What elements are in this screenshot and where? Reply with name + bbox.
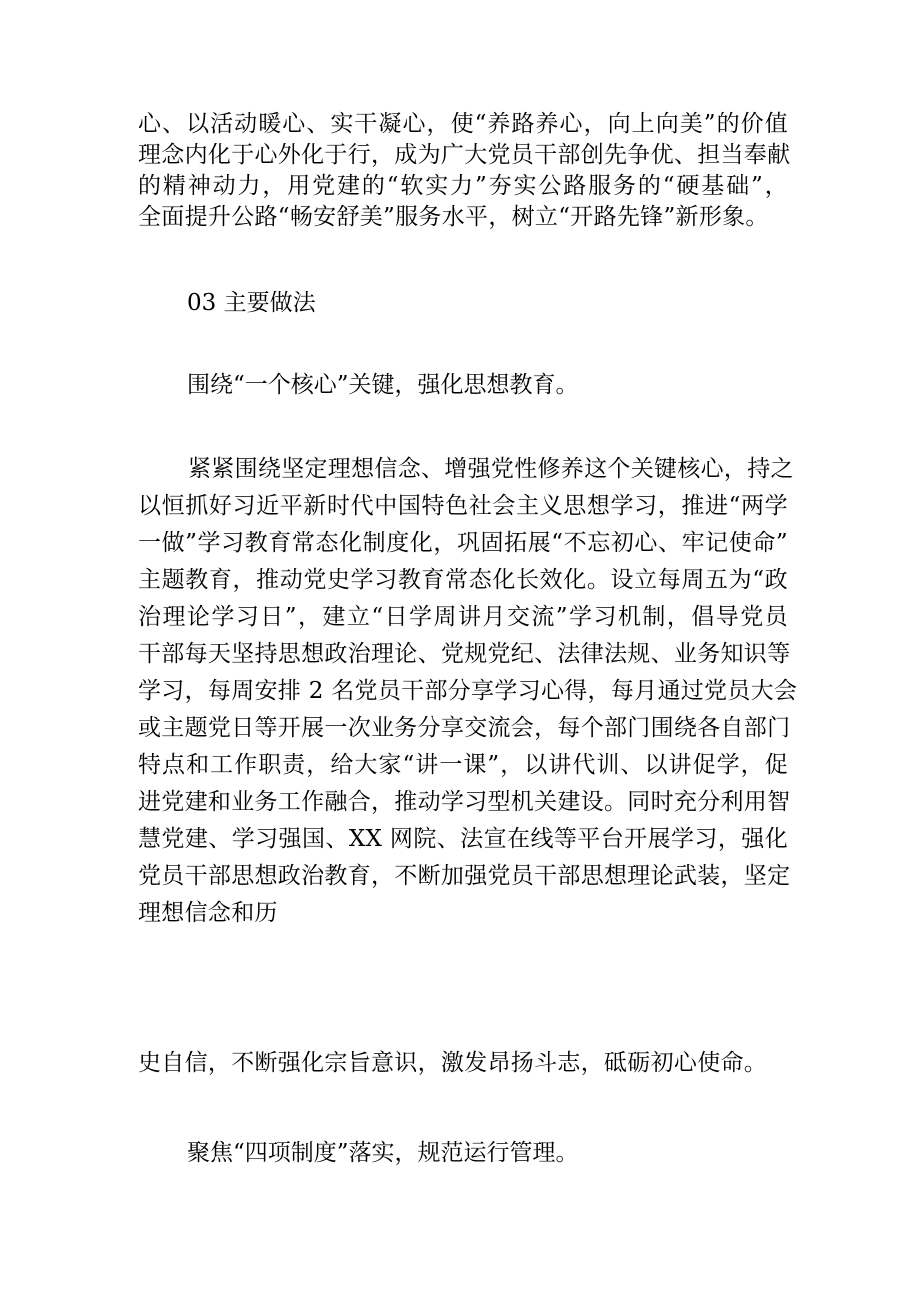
- text-line: 全面提升公路“畅安舒美”服务水平，树立“开路先锋”新形象。: [138, 204, 769, 230]
- text-line: 理念内化于心外化于行，成为广大党员干部创先争优、担当奉献: [138, 142, 791, 168]
- text-line: 一做”学习教育常态化制度化，巩固拓展“不忘初心、牢记使命”: [138, 530, 788, 556]
- text-line: 进党建和业务工作融合，推动学习型机关建设。同时充分利用智: [138, 789, 791, 815]
- text-line: 以恒抓好习近平新时代中国特色社会主义思想学习，推进“两学: [138, 493, 788, 519]
- text-line: 特点和工作职责，给大家“讲一课”，以讲代训、以讲促学，促: [138, 752, 788, 778]
- text-line: 主题教育，推动党史学习教育常态化长效化。设立每周五为“政: [138, 567, 788, 593]
- text-line: 史自信，不断强化宗旨意识，激发昂扬斗志，砥砺初心使命。: [138, 1050, 768, 1076]
- text-line: 党员干部思想政治教育，不断加强党员干部思想理论武装，坚定: [138, 863, 791, 889]
- text-line: 或主题党日等开展一次业务分享交流会，每个部门围绕各自部门: [138, 715, 791, 741]
- text-line: 理想信念和历: [138, 900, 278, 926]
- text-line: 心、以活动暖心、实干凝心，使“养路养心，向上向美”的价值: [138, 111, 788, 137]
- text-line: 慧党建、学习强国、XX 网院、法宣在线等平台开展学习，强化: [138, 826, 788, 852]
- text-line: 干部每天坚持思想政治理论、党规党纪、法律法规、业务知识等: [138, 641, 791, 667]
- text-line: 紧紧围绕坚定理想信念、增强党性修养这个关键核心，持之: [188, 456, 794, 482]
- text-line: 治理论学习日”，建立“日学周讲月交流”学习机制，倡导党员: [138, 604, 788, 630]
- text-line: 的精神动力，用党建的“软实力”夯实公路服务的“硬基础”，: [138, 173, 788, 199]
- intro-paragraph: [138, 109, 791, 233]
- section-heading: 03 主要做法: [187, 290, 316, 316]
- subheading-four-systems: 聚焦“四项制度”落实，规范运行管理。: [187, 1140, 579, 1166]
- continuation-line: [138, 1048, 788, 1079]
- body-paragraph: [138, 451, 798, 932]
- text-line: 学习，每周安排 2 名党员干部分享学习心得，每月通过党员大会: [138, 678, 798, 704]
- subheading-thought-education: 围绕“一个核心”关键，强化思想教育。: [187, 372, 579, 398]
